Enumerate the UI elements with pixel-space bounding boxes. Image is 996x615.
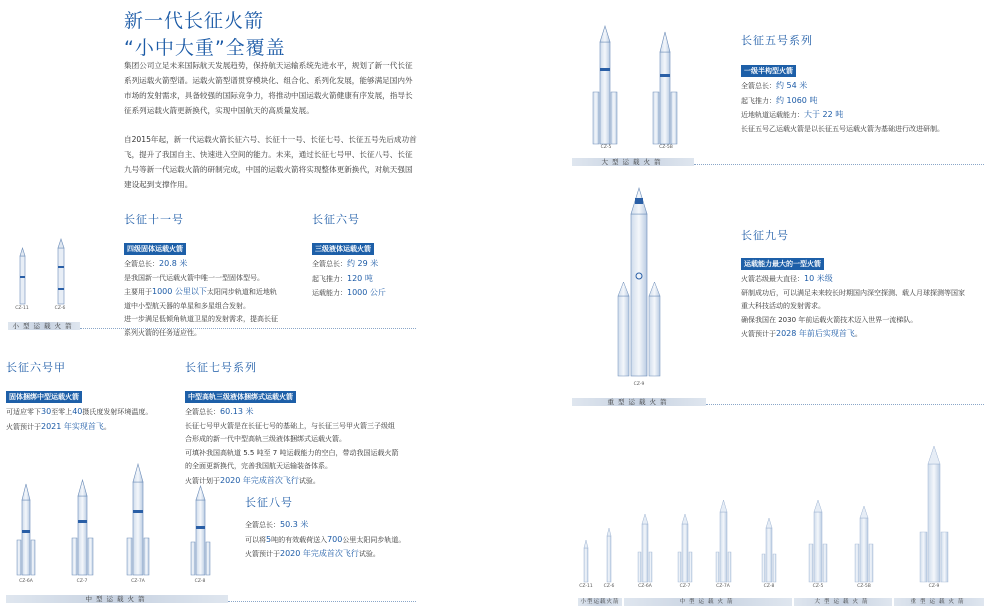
family-cz9-icon xyxy=(920,446,948,582)
family-cz7-icon xyxy=(678,514,692,582)
large-rockets-illustration xyxy=(578,22,696,154)
cz7-desc-1: 长征七号甲火箭是在长征七号的基础上，与长征三号甲火箭三子级组 xyxy=(185,421,395,430)
divider-heavy xyxy=(706,404,984,405)
family-label-4: CZ-7 xyxy=(679,584,691,589)
heavy-rocket-label: CZ-9 xyxy=(633,382,645,387)
cz8-rocket-icon xyxy=(191,486,210,575)
family-band-heavy: 重型运载火箭 xyxy=(894,598,984,606)
cz7-first-flight: 火箭计划于2020 年完成首次飞行试验。 xyxy=(185,475,320,485)
family-band-medium: 中型运载火箭 xyxy=(624,598,792,606)
family-cz8-icon xyxy=(762,518,776,582)
family-label-9: CZ-9 xyxy=(928,584,940,589)
cz7-desc-2: 合形成的新一代中型高轨三级液体捆绑式运载火箭。 xyxy=(185,435,346,443)
small-rocket-label-2: CZ-6 xyxy=(54,306,66,311)
cz9-section xyxy=(741,251,965,342)
family-label-3: CZ-6A xyxy=(638,584,652,589)
cz11-length: 全箭总长：20.8 米 xyxy=(124,259,188,268)
large-rocket-label-1: CZ-5 xyxy=(600,145,612,150)
cz8-title: 长征八号 xyxy=(245,496,293,509)
cz11-desc-5: 系列火箭的任务适应性。 xyxy=(124,328,201,337)
cz5b-rocket-icon xyxy=(653,32,677,144)
cz7-length: 全箭总长：60.13 米 xyxy=(185,407,254,416)
medium-rocket-label-2: CZ-7 xyxy=(76,579,88,584)
cz11-title: 长征十一号 xyxy=(124,213,184,226)
cz9-first-flight: 火箭预计于2028 年前后实现首飞。 xyxy=(741,329,862,338)
cz11-desc-3: 道中小型航天器的单星和多星组合发射。 xyxy=(124,301,250,310)
cz6-capacity: 运载能力：1000 公斤 xyxy=(312,288,386,297)
family-band-small: 小型运载火箭 xyxy=(578,598,622,606)
family-label-7: CZ-5 xyxy=(812,584,824,589)
family-label-8: CZ-5B xyxy=(857,584,871,589)
cz5-thrust: 起飞推力：约 1060 吨 xyxy=(741,95,818,105)
cz9-diameter: 火箭芯级最大直径：10 米级 xyxy=(741,274,833,283)
cz5-rocket-icon xyxy=(593,26,617,144)
cz11-rocket-icon xyxy=(20,248,25,304)
divider-small xyxy=(80,328,416,329)
medium-rockets-illustration xyxy=(6,460,226,580)
medium-rocket-label-4: CZ-8 xyxy=(194,579,206,584)
cz11-section xyxy=(124,236,278,340)
family-label-1: CZ-11 xyxy=(579,584,593,589)
cz6-section xyxy=(312,236,386,301)
cz7-desc-3: 可填补我国高轨道 5.5 吨至 7 吨运载能力的空白，带动我国运载火箭 xyxy=(185,448,399,457)
cz5-title: 长征五号系列 xyxy=(741,34,813,47)
heavy-rocket-illustration xyxy=(604,186,674,382)
family-label-6: CZ-8 xyxy=(763,584,775,589)
cz6a-title: 长征六号甲 xyxy=(6,361,66,374)
page-title: 新一代长征火箭 “小中大重”全覆盖 xyxy=(124,10,286,59)
cz6-title: 长征六号 xyxy=(312,213,360,226)
medium-rocket-label-3: CZ-7A xyxy=(131,579,145,584)
small-rocket-label-1: CZ-11 xyxy=(15,306,29,311)
cz6-length: 全箭总长：约 29 米 xyxy=(312,259,379,268)
large-rocket-label-2: CZ-5B xyxy=(659,145,673,150)
cz8-section xyxy=(245,518,405,562)
cz6-thrust: 起飞推力：120 吨 xyxy=(312,273,373,283)
cz6-tag: 三级液体运载火箭 xyxy=(312,243,374,255)
cz7-rocket-icon xyxy=(72,480,93,575)
cz5-length: 全箭总长：约 54 米 xyxy=(741,81,808,90)
cz9-title: 长征九号 xyxy=(741,229,789,242)
divider-medium xyxy=(228,601,416,602)
cz7-title: 长征七号系列 xyxy=(185,361,257,374)
cz11-desc-2: 主要用于1000 公里以下太阳同步轨道和近地轨 xyxy=(124,287,277,296)
cz9-tag: 运载能力最大的一型火箭 xyxy=(741,258,824,270)
cz6a-section xyxy=(6,384,152,434)
cz7a-rocket-icon xyxy=(127,464,149,575)
cz7-tag: 中型高轨三级液体捆绑式运载火箭 xyxy=(185,391,296,403)
cz6a-tag: 固体捆绑中型运载火箭 xyxy=(6,391,82,403)
cz11-tag: 四级固体运载火箭 xyxy=(124,243,186,255)
cz9-desc-2: 重大科技活动的发射需求。 xyxy=(741,302,825,310)
family-cz7a-icon xyxy=(716,500,731,582)
cz9-desc-3: 确保我国在 2030 年前运载火箭技术迈入世界一流梯队。 xyxy=(741,315,918,324)
family-cz11-icon xyxy=(584,540,588,582)
small-band: 小型运载火箭 xyxy=(8,322,80,330)
family-cz6a-icon xyxy=(638,514,652,582)
cz6a-temp: 可适应零下30至零上40摄氏度发射环境温度。 xyxy=(6,407,153,416)
medium-rocket-label-1: CZ-6A xyxy=(19,579,33,584)
cz7-desc-4: 的全面更新换代，完善我国航天运输装备体系。 xyxy=(185,462,332,470)
family-cz5b-icon xyxy=(855,506,873,582)
cz9-desc-1: 研制成功后，可以满足未来较长时期国内深空探测、载人月球探测等国家 xyxy=(741,288,965,297)
intro-paragraph-2: 自2015年起，新一代运载火箭长征六号、长征十一号、长征七号、长征五号先后成功首飞，提升了我国自主、快速进入空间的能力。未来，通过长征七号甲、长征八号、长征九号等新一代运载火箭的研制完成，中国的运载火箭将实现整体更新换代，对航天强国建设起到支撑作用。 xyxy=(124,135,417,189)
cz8-first-flight: 火箭预计于2020 年完成首次飞行试验。 xyxy=(245,549,380,558)
cz6a-first-flight: 火箭预计于2021 年实现首飞。 xyxy=(6,421,111,431)
cz9-rocket-icon xyxy=(618,188,660,376)
cz6a-rocket-icon xyxy=(17,484,35,575)
cz11-desc-1: 是我国新一代运载火箭中唯一一型固体型号。 xyxy=(124,273,264,282)
family-band-large: 大型运载火箭 xyxy=(794,598,892,606)
cz5-desc: 长征五号乙运载火箭是以长征五号运载火箭为基础进行改进研制。 xyxy=(741,124,944,133)
cz8-length: 全箭总长：50.3 米 xyxy=(245,520,309,529)
cz5-tag: 一级半构型火箭 xyxy=(741,65,796,77)
intro-paragraph-1: 集团公司立足未来国际航天发展趋势，保持航天运输系统先进水平，规划了新一代长征系列运载火箭型谱。运载火箭型谱贯穿模块化、组合化、系列化发展，能够满足国内外市场的发射需求，具备较强的国际竞争力，将推动中国运载火箭健康有序发展，指导长征系列运载火箭更新换代，实现中国航天的高质量发展。 xyxy=(124,61,413,115)
cz5-capacity: 近地轨道运载能力：大于 22 吨 xyxy=(741,110,844,119)
large-band: 大型运载火箭 xyxy=(572,158,694,166)
family-lineup-illustration xyxy=(572,440,986,588)
family-label-2: CZ-6 xyxy=(603,584,615,589)
cz6-rocket-icon xyxy=(58,239,64,304)
heavy-band: 重型运载火箭 xyxy=(572,398,706,406)
cz8-payload: 可以将5吨的有效载荷送入700公里太阳同步轨道。 xyxy=(245,534,406,544)
family-cz5-icon xyxy=(809,500,827,582)
family-cz6-icon xyxy=(607,528,611,582)
medium-band: 中型运载火箭 xyxy=(6,595,228,603)
cz11-desc-4: 进一步满足低倾角轨道卫星的发射需求，提高长征 xyxy=(124,315,278,323)
divider-large xyxy=(694,164,984,165)
cz5-section xyxy=(741,58,944,136)
family-label-5: CZ-7A xyxy=(716,584,730,589)
